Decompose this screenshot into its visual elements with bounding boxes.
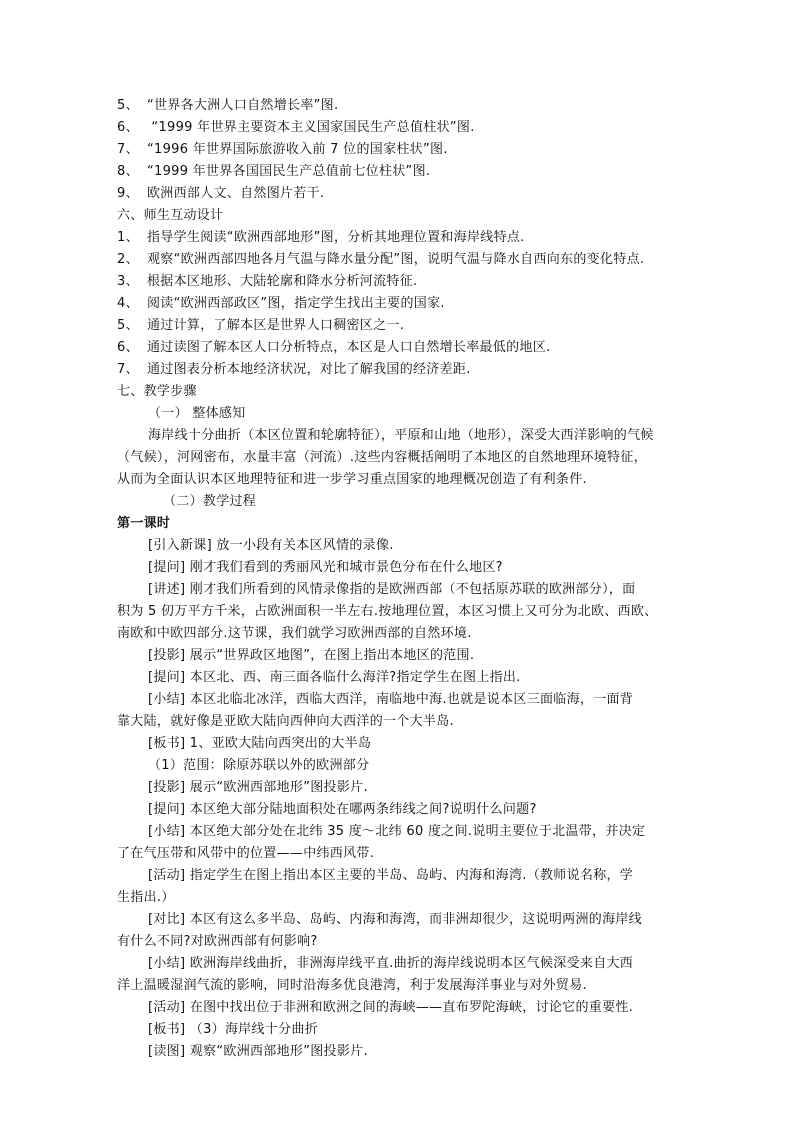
process-line: 积为 5 仞万平方千米，占欧洲面积一半左右.按地理位置，本区习惯上又可分为北欧、西欧、 [117, 604, 658, 619]
material-item: 7、 “1996 年世界国际旅游收入前 7 位的国家柱状”图. [117, 142, 448, 157]
interaction-item: 6、 通过读图了解本区人口分析特点，本区是人口自然增长率最低的地区. [117, 340, 551, 355]
material-item: 5、 “世界各大洲人口自然增长率”图. [117, 98, 339, 113]
subsection-heading: （二）教学过程 [163, 494, 257, 509]
section-heading: 六、师生互动设计 [117, 208, 224, 223]
process-line: [活动] 指定学生在图上指出本区主要的半岛、岛屿、内海和海湾.（教师说名称，学 [148, 868, 634, 883]
lesson-heading: 第一课时 [117, 516, 171, 531]
interaction-item: 4、 阅读“欧洲西部政区”图，指定学生找出主要的国家. [117, 296, 445, 311]
interaction-item: 5、 通过计算，了解本区是世界人口稠密区之一. [117, 318, 405, 333]
process-line: 洋上温暖湿润气流的影响，同时沿海多优良港湾，利于发展海洋事业与对外贸易. [117, 978, 587, 993]
process-line: [投影] 展示“世界政区地图”，在图上指出本地区的范围. [148, 648, 475, 663]
material-item: 9、 欧洲西部人文、自然图片若干. [117, 186, 325, 201]
paragraph-line: （气候），河网密布，水量丰富（河流）.这些内容概括阐明了本地区的自然地理环境特征， [117, 450, 647, 465]
interaction-item: 7、 通过图表分析本地经济状况，对比了解我国的经济差距. [117, 362, 471, 377]
process-line: [提问] 本区北、西、南三面各临什么海洋?指定学生在图上指出. [148, 670, 521, 685]
paragraph-line: 海岸线十分曲折（本区位置和轮廓特征），平原和山地（地形），深受大西洋影响的气候 [148, 428, 654, 443]
interaction-item: 2、 观察“欧洲西部四地各月气温与降水量分配”图，说明气温与降水自西向东的变化特点. [117, 252, 645, 267]
process-line: [小结] 欧洲海岸线曲折，非洲海岸线平直.曲折的海岸线说明本区气候深受来自大西 [148, 956, 634, 971]
material-item: 6、 “1999 年世界主要资本主义国家国民生产总值柱状”图. [117, 120, 475, 135]
process-line: [引入新课] 放一小段有关本区风情的录像. [148, 538, 394, 553]
subsection-heading: （一） 整体感知 [148, 406, 246, 421]
process-line: 南欧和中欧四部分.这节课，我们就学习欧洲西部的自然环境. [117, 626, 472, 641]
process-line: [读图] 观察“欧洲西部地形”图投影片. [148, 1044, 368, 1059]
section-heading: 七、教学步骤 [117, 384, 197, 399]
process-line: [小结] 本区北临北冰洋，西临大西洋，南临地中海.也就是说本区三面临海，一面背 [148, 692, 634, 707]
process-line: 生指出.） [117, 890, 175, 905]
process-line: （1）范围：除原苏联以外的欧洲部分 [148, 758, 370, 773]
process-line: [提问] 本区绝大部分陆地面积处在哪两条纬线之间?说明什么问题? [148, 802, 537, 817]
interaction-item: 3、 根据本区地形、大陆轮廓和降水分析河流特征. [117, 274, 418, 289]
process-line: [对比] 本区有这么多半岛、岛屿、内海和海湾，而非洲却很少，这说明两洲的海岸线 [148, 912, 642, 927]
process-line: [讲述] 刚才我们所看到的风情录像指的是欧洲西部（不包括原苏联的欧洲部分），面 [148, 582, 636, 597]
process-line: 有什么不同?对欧洲西部有何影响? [117, 934, 318, 949]
process-line: 了在气压带和风带中的位置——中纬西风带. [117, 846, 375, 861]
process-line: [板书] 1、亚欧大陆向西突出的大半岛 [148, 736, 372, 751]
process-line: [活动] 在图中找出位于非洲和欧洲之间的海峡——直布罗陀海峡，讨论它的重要性. [148, 1000, 634, 1015]
process-line: [提问] 刚才我们看到的秀丽风光和城市景色分布在什么地区? [148, 560, 503, 575]
material-item: 8、 “1999 年世界各国国民生产总值前七位柱状”图. [117, 164, 431, 179]
process-line: [投影] 展示“欧洲西部地形”图投影片. [148, 780, 368, 795]
process-line: [板书] （3）海岸线十分曲折 [148, 1022, 319, 1037]
process-line: 靠大陆，就好像是亚欧大陆向西伸向大西洋的一个大半岛. [117, 714, 454, 729]
process-line: [小结] 本区绝大部分处在北纬 35 度～北纬 60 度之间.说明主要位于北温带，并决定 [148, 824, 646, 839]
paragraph-line: 从而为全面认识本区地理特征和进一步学习重点国家的地理概况创造了有利条件. [117, 472, 587, 487]
interaction-item: 1、 指导学生阅读“欧洲西部地形”图，分析其地理位置和海岸线特点. [117, 230, 525, 245]
